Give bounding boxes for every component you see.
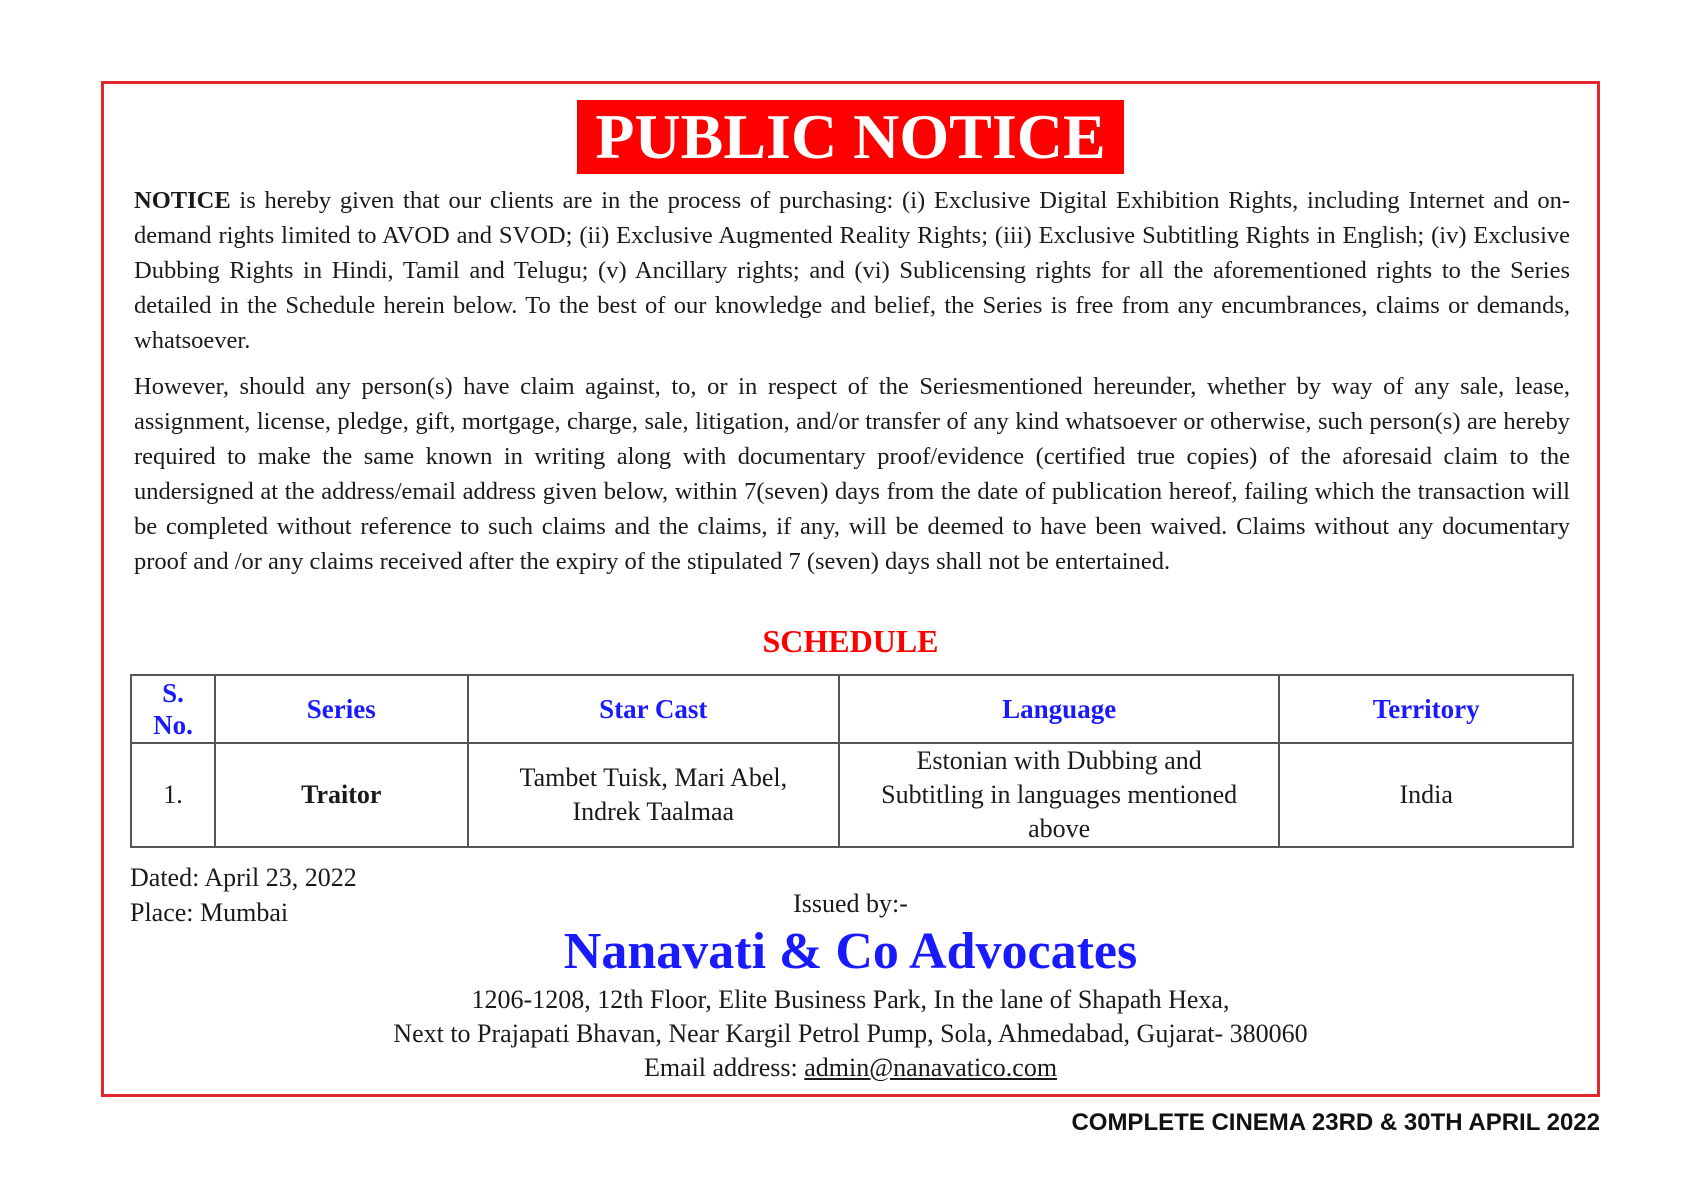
cell-language-line1: Estonian with Dubbing and bbox=[916, 746, 1202, 775]
cell-language-line3: above bbox=[1028, 814, 1091, 843]
email-line bbox=[104, 1051, 1597, 1085]
header-sno-line1: S. bbox=[162, 678, 184, 708]
place-text: Place: Mumbai bbox=[130, 898, 289, 927]
issued-by-text: Issued by:- bbox=[793, 889, 908, 918]
schedule-title: SCHEDULE bbox=[762, 623, 939, 659]
header-language: Language bbox=[839, 675, 1279, 743]
address-block bbox=[104, 983, 1597, 1085]
dated-text: Dated: April 23, 2022 bbox=[130, 863, 357, 892]
email-label: Email address: bbox=[643, 1053, 805, 1082]
notice-paragraph-1 bbox=[134, 183, 1570, 358]
cell-sno: 1. bbox=[131, 743, 215, 847]
page-title: PUBLIC NOTICE bbox=[577, 100, 1123, 174]
cell-series: Traitor bbox=[215, 743, 468, 847]
cell-star-cast-line1: Tambet Tuisk, Mari Abel, bbox=[519, 763, 788, 792]
publication-footer: COMPLETE CINEMA 23RD & 30TH APRIL 2022 bbox=[1071, 1109, 1600, 1136]
notice-paragraph-1-body: is hereby given that our clients are in the process of purchasing: (i) Exclusive Digital Exhibition Rights, including Internet and on-demand rights limited to AVOD and SVOD; (ii) Exclusive Augmented Reality Rights; (iii) Exclusive Subtitling Rights in English; (iv) Exclusive Dubbing Rights in Hindi, Tamil and Telugu; (v) Ancillary rights; and (vi) Sublicensing rights for all the aforementioned rights to the Series detailed in the Schedule herein below. To the best of our knowledge and belief, the Series is free from any encumbrances, claims or demands, whatsoever. bbox=[134, 187, 1570, 354]
cell-language bbox=[839, 743, 1279, 847]
address-line-1: 1206-1208, 12th Floor, Elite Business Park, In the lane of Shapath Hexa, bbox=[471, 985, 1230, 1014]
email-link[interactable]: admin@nanavatico.com bbox=[804, 1053, 1058, 1082]
notice-paragraph-2: However, should any person(s) have claim against, to, or in respect of the Seriesmentioned hereunder, whether by way of any sale, lease, assignment, license, pledge, gift, mortgage, charge, sale, litigation, and/or transfer of any kind whatsoever or otherwise, such person(s) are hereby required to make the same known in writing along with documentary proof/evidence (certified true copies) of the aforesaid claim to the undersigned at the address/email address given below, within 7(seven) days from the date of publication hereof, failing which the transaction will be completed without reference to such claims and the claims, if any, will be deemed to have been waived. Claims without any documentary proof and /or any claims received after the expiry of the stipulated 7 (seven) days shall not be entertained. bbox=[134, 373, 1570, 575]
header-star-cast: Star Cast bbox=[468, 675, 839, 743]
table-header-row bbox=[131, 675, 1573, 743]
cell-territory: India bbox=[1279, 743, 1573, 847]
address-line-2: Next to Prajapati Bhavan, Near Kargil Petrol Pump, Sola, Ahmedabad, Gujarat- 380060 bbox=[393, 1019, 1308, 1048]
header-sno-line2: No. bbox=[153, 710, 193, 740]
cell-star-cast-line2: Indrek Taalmaa bbox=[572, 797, 735, 826]
table-row bbox=[131, 743, 1573, 847]
firm-name: Nanavati & Co Advocates bbox=[563, 923, 1138, 980]
schedule-table bbox=[130, 674, 1574, 848]
notice-lead-word: NOTICE bbox=[134, 187, 231, 214]
notice-frame bbox=[101, 81, 1600, 1097]
cell-star-cast bbox=[468, 743, 839, 847]
header-sno bbox=[131, 675, 215, 743]
title-wrap bbox=[104, 100, 1597, 174]
cell-language-line2: Subtitling in languages mentioned bbox=[881, 780, 1238, 809]
header-territory: Territory bbox=[1279, 675, 1573, 743]
header-series: Series bbox=[215, 675, 468, 743]
